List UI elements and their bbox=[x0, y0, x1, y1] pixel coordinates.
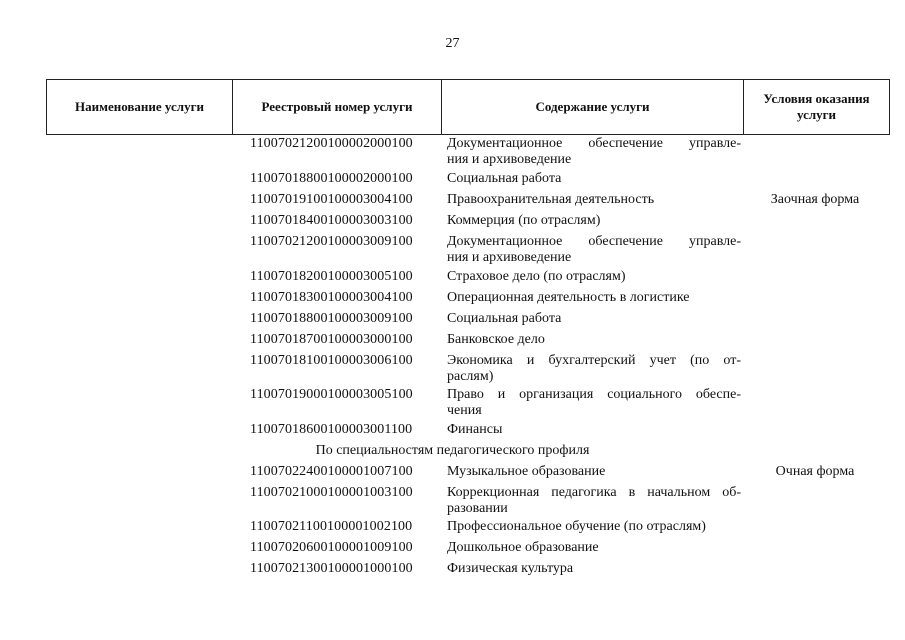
service-content: Документационное обеспечение управле- ния и архивоведение bbox=[447, 234, 741, 265]
service-content: Дошкольное образование bbox=[447, 540, 599, 555]
registry-number: 11007018200100003005100 bbox=[250, 269, 413, 284]
service-content: Банковское дело bbox=[447, 332, 545, 347]
registry-number: 11007018300100003004100 bbox=[250, 290, 413, 305]
service-content: Социальная работа bbox=[447, 311, 562, 326]
registry-number: 11007018800100003009100 bbox=[250, 311, 413, 326]
condition-distance-learning: Заочная форма bbox=[770, 192, 860, 207]
service-content: Страховое дело (по отраслям) bbox=[447, 269, 626, 284]
service-content: Физическая культура bbox=[447, 561, 574, 576]
condition-full-time: Очная форма bbox=[775, 464, 855, 479]
column-header-service-content: Содержание услуги bbox=[442, 80, 744, 135]
registry-number: 11007021200100002000100 bbox=[250, 136, 413, 151]
page-number: 27 bbox=[445, 36, 460, 51]
service-content: Коммерция (по отраслям) bbox=[447, 213, 601, 228]
registry-number: 11007022400100001007100 bbox=[250, 464, 413, 479]
registry-number: 11007018600100003001100 bbox=[250, 422, 413, 437]
registry-number: 11007019100100003004100 bbox=[250, 192, 413, 207]
registry-number: 11007020600100001009100 bbox=[250, 540, 413, 555]
registry-number: 11007018700100003000100 bbox=[250, 332, 413, 347]
service-content: Правоохранительная деятельность bbox=[447, 192, 655, 207]
registry-number: 11007018800100002000100 bbox=[250, 171, 413, 186]
service-content: Право и организация социального обеспе- чения bbox=[447, 387, 741, 418]
registry-number: 11007021100100001002100 bbox=[250, 519, 413, 534]
service-content: Документационное обеспечение управле- ния и архивоведение bbox=[447, 136, 741, 167]
service-content: Музыкальное образование bbox=[447, 464, 606, 479]
registry-number: 11007018400100003003100 bbox=[250, 213, 413, 228]
registry-number: 11007018100100003006100 bbox=[250, 353, 413, 368]
service-content: Операционная деятельность в логистике bbox=[447, 290, 690, 305]
registry-number: 11007021300100001000100 bbox=[250, 561, 413, 576]
service-content: Профессиональное обучение (по отраслям) bbox=[447, 519, 706, 534]
registry-number: 11007021000100001003100 bbox=[250, 485, 413, 500]
service-content: Социальная работа bbox=[447, 171, 562, 186]
column-header-registry-number: Реестровый номер услуги bbox=[233, 80, 442, 135]
registry-number: 11007019000100003005100 bbox=[250, 387, 413, 402]
service-content: Экономика и бухгалтерский учет (по от- раслям) bbox=[447, 353, 741, 384]
table-header bbox=[46, 79, 890, 135]
column-header-service-name: Наименование услуги bbox=[47, 80, 233, 135]
column-header-conditions: Условия оказания услуги bbox=[744, 80, 890, 135]
registry-number: 11007021200100003009100 bbox=[250, 234, 413, 249]
section-title: По специальностям педагогического профиля bbox=[315, 443, 590, 458]
service-content: Коррекционная педагогика в начальном об- разовании bbox=[447, 485, 741, 516]
service-content: Финансы bbox=[447, 422, 503, 437]
